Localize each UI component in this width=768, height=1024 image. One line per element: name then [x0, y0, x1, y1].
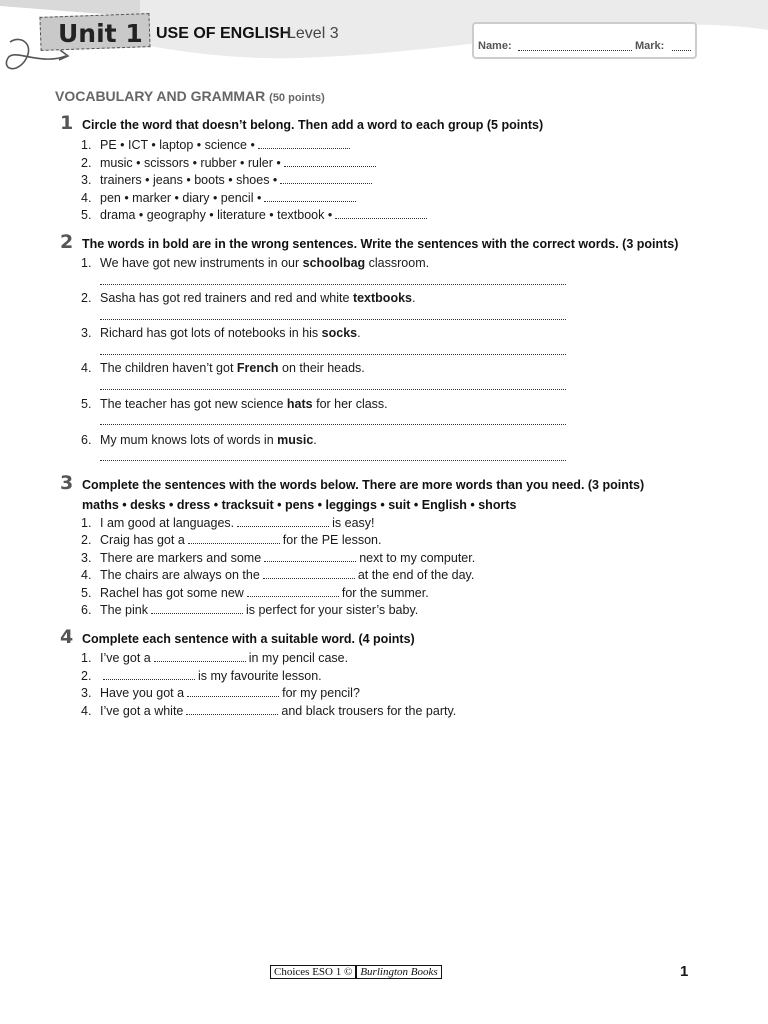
answer-blank[interactable] — [280, 183, 372, 184]
answer-blank[interactable] — [237, 526, 329, 527]
name-field[interactable] — [518, 50, 632, 51]
answer-line[interactable] — [100, 284, 566, 285]
list-item: 2. Craig has got a for the PE lesson. — [81, 533, 382, 547]
list-item: 4. I’ve got a white and black trousers for the party. — [81, 704, 457, 718]
section-title-text: VOCABULARY AND GRAMMAR — [55, 88, 266, 104]
answer-blank[interactable] — [264, 201, 356, 202]
list-item: 4. The chairs are always on the at the end of the day. — [81, 568, 475, 582]
publisher-name: Burlington Books — [356, 965, 441, 979]
list-item: 3. Richard has got lots of notebooks in his socks. — [81, 326, 361, 340]
list-item: 2. is my favourite lesson. — [81, 669, 322, 683]
list-item: 1. I am good at languages. is easy! — [81, 516, 375, 530]
question-instruction: Circle the word that doesn’t belong. Then add a word to each group (5 points) — [82, 118, 544, 132]
answer-blank[interactable] — [151, 613, 243, 614]
section-points: (50 points) — [269, 92, 325, 104]
list-item: 5. drama • geography • literature • textbook • — [81, 208, 430, 222]
list-item: 4. pen • marker • diary • pencil • — [81, 191, 359, 205]
list-item: 3. There are markers and some next to my computer. — [81, 551, 476, 565]
answer-line[interactable] — [100, 460, 566, 461]
unit-label: Unit 1 — [58, 19, 143, 48]
section-title — [55, 88, 325, 104]
answer-blank[interactable] — [264, 561, 356, 562]
list-item: 1. PE • ICT • laptop • science • — [81, 138, 353, 152]
level-label: Level 3 — [287, 25, 339, 42]
answer-blank[interactable] — [284, 166, 376, 167]
answer-blank[interactable] — [187, 696, 279, 697]
question-number: 4 — [60, 626, 74, 648]
mark-label: Mark: — [635, 40, 665, 52]
question-number: 2 — [60, 231, 74, 253]
list-item: 6. My mum knows lots of words in music. — [81, 433, 317, 447]
answer-blank[interactable] — [258, 148, 350, 149]
question-number: 1 — [60, 112, 74, 134]
question-instruction: The words in bold are in the wrong sentences. Write the sentences with the correct words. (3 points) — [82, 237, 679, 251]
list-item: 1. I’ve got a in my pencil case. — [81, 651, 349, 665]
mark-field[interactable] — [672, 50, 691, 51]
answer-line[interactable] — [100, 319, 566, 320]
answer-line[interactable] — [100, 354, 566, 355]
list-item: 4. The children haven’t got French on their heads. — [81, 361, 365, 375]
question-instruction: Complete each sentence with a suitable word. (4 points) — [82, 632, 415, 646]
answer-blank[interactable] — [263, 578, 355, 579]
question-number: 3 — [60, 472, 74, 494]
copyright-text: Choices ESO 1 © — [270, 965, 356, 979]
list-item: 5. Rachel has got some new for the summer. — [81, 586, 429, 600]
answer-line[interactable] — [100, 424, 566, 425]
word-bank: maths • desks • dress • tracksuit • pens • leggings • suit • English • shorts — [82, 498, 517, 512]
answer-blank[interactable] — [103, 679, 195, 680]
footer-copyright — [270, 966, 442, 978]
answer-blank[interactable] — [335, 218, 427, 219]
list-item: 3. Have you got a for my pencil? — [81, 686, 360, 700]
list-item: 2. Sasha has got red trainers and red and white textbooks. — [81, 291, 416, 305]
page-number: 1 — [680, 963, 689, 980]
answer-blank[interactable] — [154, 661, 246, 662]
answer-line[interactable] — [100, 389, 566, 390]
list-item: 2. music • scissors • rubber • ruler • — [81, 156, 379, 170]
list-item: 5. The teacher has got new science hats for her class. — [81, 397, 388, 411]
name-label: Name: — [478, 40, 512, 52]
list-item: 1. We have got new instruments in our schoolbag classroom. — [81, 256, 430, 270]
answer-blank[interactable] — [188, 543, 280, 544]
list-item: 3. trainers • jeans • boots • shoes • — [81, 173, 375, 187]
worksheet-title: USE OF ENGLISH — [156, 25, 292, 42]
answer-blank[interactable] — [247, 596, 339, 597]
question-instruction: Complete the sentences with the words below. There are more words than you need. (3 points) — [82, 478, 645, 492]
answer-blank[interactable] — [186, 714, 278, 715]
list-item: 6. The pink is perfect for your sister’s baby. — [81, 603, 419, 617]
